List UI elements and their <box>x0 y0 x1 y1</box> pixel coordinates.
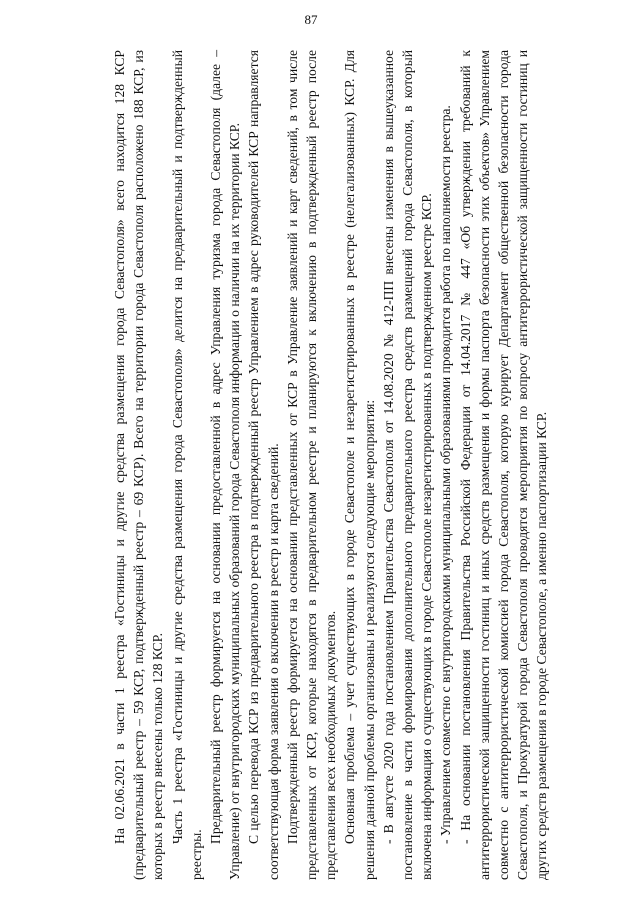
paragraph-preliminary-registry: Предварительный реестр формируется на основании предоставленной в адрес Управления туризма города Севастополя (далее – Управление) от внутригородских муниципальных образований города Севастополя информации о наличии на их территории КСР. <box>208 50 243 880</box>
paragraph-measure-resolution: - В августе 2020 года постановлением Правительства Севастополя от 14.08.2020 № 412-ПП внесены изменения в вышеуказанное постановление в части формирования дополнительного предварительного реестра средств размещений города Севастополя, в который включена информация о существующих в городе Севастополе незарегистрированных в подтвержденном реестре КСР. <box>380 50 435 880</box>
paragraph-registry-count: На 02.06.2021 в части 1 реестра «Гостиницы и другие средства размещения города Севастополя» всего находится 128 КСР (предварительный реестр – 59 КСР, подтвержденный реестр – 69 КСР). Всего на территории города Севастополя расположено 188 КСР, из которых в реестр внесены только 128 КСР. <box>112 50 166 880</box>
paragraph-transfer-procedure: С целью перевода КСР из предварительного реестра в подтвержденный реестр Управлением в адрес руководителей КСР направляется соответствующая форма заявления о включении в реестр и карта сведений. <box>246 50 281 880</box>
paragraph-measure-municipal: - Управлением совместно с внутригородскими муниципальными образованиями проводится работа по наполняемости реестра. <box>438 105 454 844</box>
paragraph-registry-parts: Часть 1 реестра «Гостиницы и другие средства размещения города Севастополя» делится на предварительный и подтвержденный реестры. <box>169 50 204 880</box>
rotated-text-container <box>110 50 585 880</box>
paragraph-confirmed-registry: Подтвержденный реестр формируется на основании представленных от КСР в Управление заявлений и карт сведений, в том числе представленных от КСР, которые находятся в предварительном реестре и планируются к включению в подтвержденный реестр после представления всех необходимых документов. <box>284 50 339 880</box>
paragraph-measure-antiterror: - На основании постановления Правительства Российской Федерации от 14.04.2017 № 447 «Об утверждении требований к антитеррористической защищенности гостиниц и иных средств размещения и формы паспорта безопасности этих объектов» Управлением совместно с антитеррористической комиссией города Севастополя, которую курирует Департамент общественной безопасности города Севастополя, и Прокуратурой города Севастополя проводятся мероприятия по вопросу антитеррористической защищенности гостиниц и других средств размещения в городе Севастополе, а именно паспортизации КСР. <box>457 50 550 880</box>
body-text <box>110 50 585 880</box>
paragraph-main-problem: Основная проблема – учет существующих в городе Севастополе и незарегистрированных в реестре (нелегализованных) КСР. Для решения данной проблемы организованы и реализуются следующие мероприятия: <box>342 50 377 880</box>
page-number: 87 <box>304 12 318 27</box>
